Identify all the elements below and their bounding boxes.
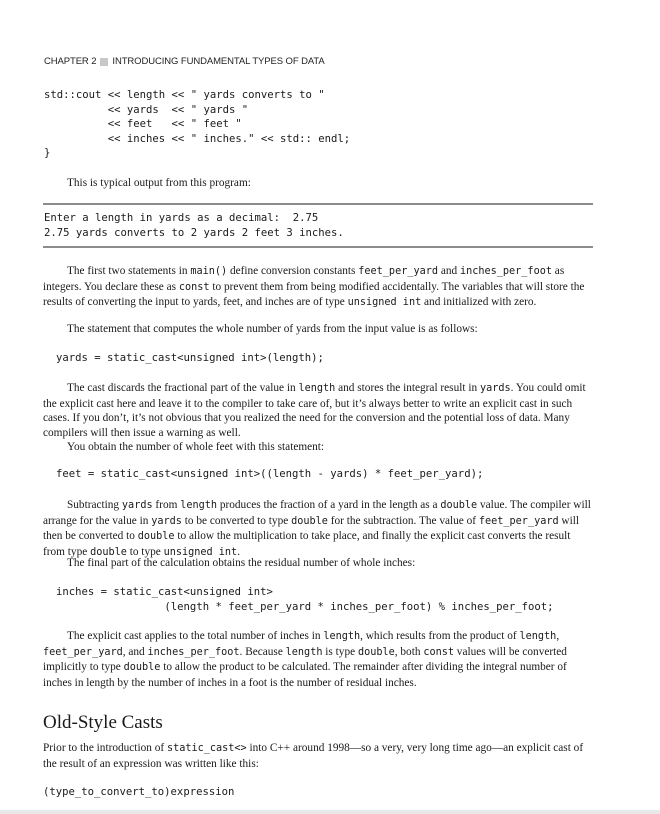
text-run: , both (394, 645, 424, 658)
program-output: Enter a length in yards as a decimal: 2.75 2.75 yards converts to 2 yards 2 feet 3 inches. (44, 212, 344, 239)
inline-code: length (323, 631, 361, 642)
text-run: , and (122, 645, 148, 658)
paragraph-cast-discussion (43, 381, 595, 440)
inline-code: yards (121, 500, 153, 511)
inline-code: yards (151, 515, 182, 527)
inline-code: feet_per_yard (43, 646, 123, 658)
code-old-style-cast: (type_to_convert_to)expression (43, 786, 235, 798)
text-run: . Because (239, 645, 286, 658)
inline-code: length (298, 383, 336, 394)
text-run: , (556, 630, 560, 642)
inline-code: double (137, 531, 175, 543)
text-run: The explicit cast applies to the total number of inches in (67, 630, 324, 642)
text-run: , which results from the product of (360, 630, 520, 642)
inline-code: length (180, 500, 218, 511)
running-head (44, 56, 325, 67)
inline-code: yards (479, 383, 511, 394)
inline-code: length (519, 631, 557, 642)
inline-code: feet_per_yard (478, 515, 559, 527)
text-run: The cast discards the fractional part of the value in (67, 382, 299, 394)
text-run: and (438, 265, 460, 277)
paragraph-inches-intro: The final part of the calculation obtains the residual number of whole inches: (67, 557, 416, 569)
text-run: for the subtraction. The value of (327, 514, 479, 527)
text-run: to allow the product to be calculated. The remainder after dividing the integral number of inches in length by the number of inches in a foot is the number of residual inches. (43, 661, 567, 689)
text-run: and initialized with zero. (421, 296, 537, 309)
text-run: to prevent them from being modified accidentally. The variables that will store the results of converting the input to yards, feet, and inches are of type (43, 280, 585, 309)
text-run: value. The compiler will arrange for the value in (43, 499, 591, 527)
inline-code: unsigned int (347, 297, 422, 309)
text-run: The first two statements in (67, 265, 191, 277)
code-yards: yards = static_cast<unsigned int>(length); (56, 352, 324, 364)
inline-code: inches_per_foot (459, 266, 552, 277)
paragraph-feet-intro: You obtain the number of whole feet with this statement: (67, 441, 325, 453)
text-run: from (152, 499, 181, 511)
paragraph-yards-intro: The statement that computes the whole number of yards from the input value is as follows: (67, 323, 478, 335)
text-run: will then be converted to (43, 514, 580, 543)
inline-code: feet_per_yard (358, 266, 438, 277)
inline-code: double (291, 515, 328, 527)
text-run: . (237, 545, 241, 558)
text-run: values will be converted implicitly to type (43, 645, 567, 674)
section-heading: Old-Style Casts (43, 712, 163, 733)
paragraph-old-style (43, 741, 595, 771)
inline-code: inches_per_foot (147, 646, 240, 658)
paragraph-constants (43, 264, 595, 311)
inline-code: static_cast<> (166, 743, 247, 754)
paragraph-subtraction (43, 498, 595, 560)
page-bottom-edge (0, 810, 660, 814)
text-run: to be converted to type (181, 514, 292, 527)
typical-output-intro: This is typical output from this program: (67, 177, 251, 189)
text-run: produces the fraction of a yard in the length as a (217, 499, 441, 511)
text-run: Subtracting (67, 499, 122, 511)
inline-code: double (440, 500, 478, 511)
code-inches: inches = static_cast<unsigned int> (length * feet_per_yard * inches_per_foot) % inches_per_foot; (56, 586, 554, 613)
text-run: to allow the multiplication to take place, and finally the explicit cast converts the result from type (43, 530, 571, 558)
paragraph-explicit-cast (43, 629, 595, 690)
text-run: into C++ around 1998—so a very, very long time ago—an explicit cast of the result of an expression was written like this: (43, 742, 584, 770)
chapter-label: CHAPTER 2 (44, 56, 97, 67)
text-run: define conversion constants (227, 265, 359, 277)
inline-code: unsigned int (163, 546, 238, 558)
inline-code: double (123, 662, 161, 674)
code-feet: feet = static_cast<unsigned int>((length - yards) * feet_per_yard); (56, 468, 484, 480)
text-run: to type (126, 545, 164, 558)
text-run: is type (322, 645, 358, 658)
inline-code: length (285, 646, 323, 658)
text-run: . You could omit the explicit cast here and leave it to the compiler to take care of, but it’s always better to write an explicit cast in such cases. If you don’t, it’s not obvious that you realized the need for the conversion and the potential loss of data. Many compilers will then issue a warning as well. (43, 382, 586, 439)
program-output-box (43, 203, 593, 248)
text-run: Prior to the introduction of (43, 742, 167, 754)
separator-square-icon (100, 58, 108, 66)
inline-code: const (178, 281, 210, 293)
chapter-title: INTRODUCING FUNDAMENTAL TYPES OF DATA (112, 56, 325, 67)
inline-code: double (90, 546, 127, 558)
inline-code: const (423, 646, 454, 658)
code-block-cout: std::cout << length << " yards converts to " << yards << " yards " << feet << " feet " << inches << " inches." << std:: endl; } (44, 89, 351, 159)
inline-code: double (357, 646, 395, 658)
inline-code: main() (190, 266, 228, 277)
text-run: and stores the integral result in (335, 382, 480, 394)
text-run: as integers. You declare these as (43, 265, 565, 293)
